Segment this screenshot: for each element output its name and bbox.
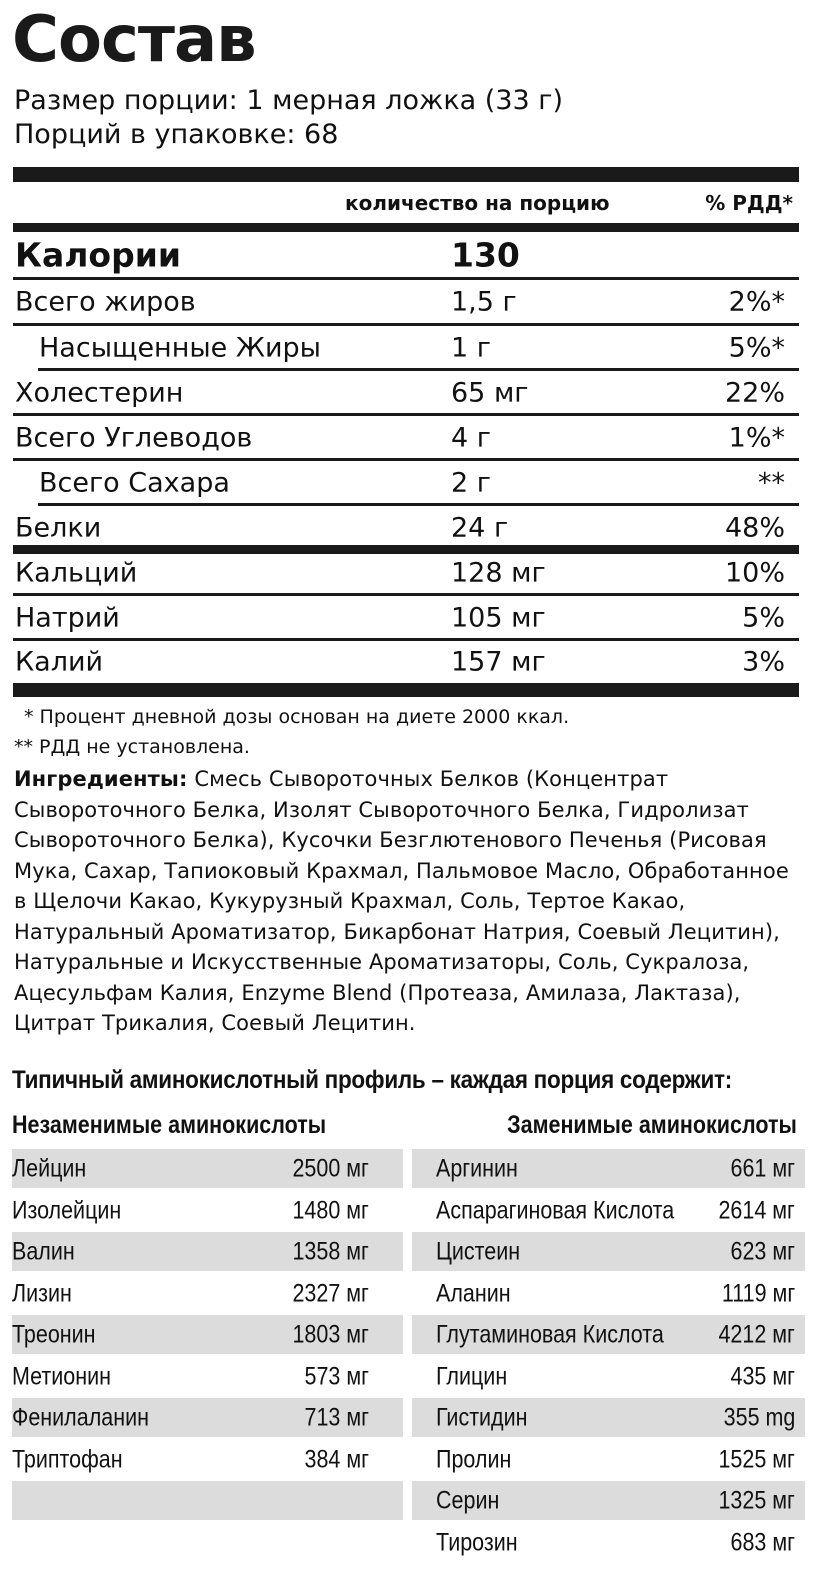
ingredients-label: Ингредиенты: — [14, 767, 188, 791]
essential-row — [12, 1481, 403, 1520]
nutrient-rdd: 1%* — [728, 422, 785, 453]
amino-amount: 4212 мг — [718, 1320, 795, 1348]
nutrient-rdd: ** — [758, 467, 785, 498]
essential-row — [12, 1440, 403, 1479]
amino-name: Метионин — [12, 1362, 111, 1390]
amino-name: Валин — [12, 1237, 75, 1265]
amino-name: Треонин — [12, 1320, 96, 1348]
nutrition-divider — [13, 545, 799, 554]
nutrient-name: Белки — [15, 512, 102, 543]
nutrient-name: Калий — [15, 646, 104, 677]
nutrient-amount: 1 г — [451, 332, 491, 363]
amino-amount: 1480 мг — [292, 1196, 369, 1224]
essential-row — [12, 1523, 403, 1562]
nonessential-row — [412, 1149, 805, 1188]
nutrition-row — [13, 325, 799, 370]
amino-amount: 683 мг — [730, 1528, 795, 1556]
servings-per-container: Порций в упаковке: 68 — [14, 119, 339, 150]
nutrition-divider — [13, 413, 799, 416]
nutrition-row — [13, 279, 799, 324]
nutrition-divider — [38, 503, 799, 506]
nutrient-amount: 105 мг — [451, 602, 546, 633]
nutrient-rdd: 2%* — [728, 286, 785, 317]
nutrition-row — [13, 640, 799, 683]
nutrition-row — [13, 595, 799, 640]
nutrient-amount: 4 г — [451, 422, 491, 453]
amino-amount: 2500 мг — [292, 1154, 369, 1182]
amino-amount: 1325 мг — [718, 1486, 795, 1514]
nutrition-bottom-bar — [13, 683, 799, 697]
nutrient-amount: 2 г — [451, 467, 491, 498]
amino-name: Аргинин — [436, 1154, 518, 1182]
amino-name: Изолейцин — [12, 1196, 122, 1224]
nonessential-row — [412, 1274, 805, 1313]
nutrition-divider — [13, 638, 799, 641]
nutrient-name: Калории — [15, 235, 181, 275]
essential-header: Незаменимые аминокислоты — [12, 1111, 327, 1139]
nonessential-row — [412, 1232, 805, 1271]
nutrition-row — [13, 415, 799, 460]
amino-name: Цистеин — [436, 1237, 521, 1265]
nutrient-rdd: 3% — [742, 646, 785, 677]
nutrition-top-bar — [13, 167, 799, 182]
nutrient-amount: 130 — [451, 235, 520, 275]
serving-size: Размер порции: 1 мерная ложка (33 г) — [14, 85, 563, 116]
nonessential-row — [412, 1357, 805, 1396]
nutrient-name: Холестерин — [15, 377, 184, 408]
nutrition-divider — [13, 277, 799, 280]
amino-name: Аспарагиновая Кислота — [436, 1196, 675, 1224]
amino-amount: 435 мг — [730, 1362, 795, 1390]
amino-amount: 2327 мг — [292, 1279, 369, 1307]
amino-name: Триптофан — [12, 1445, 123, 1473]
nutrient-rdd: 10% — [724, 557, 785, 588]
amino-name: Тирозин — [436, 1528, 518, 1556]
nutrient-name: Всего жиров — [15, 286, 196, 317]
page-title: Состав — [12, 3, 256, 77]
amino-name: Лизин — [12, 1279, 72, 1307]
nutrition-row — [13, 370, 799, 415]
amino-name: Пролин — [436, 1445, 512, 1473]
essential-row — [12, 1274, 403, 1313]
nutrient-rdd: 48% — [724, 512, 785, 543]
nutrient-name: Всего Сахара — [39, 467, 230, 498]
nutrition-row — [13, 550, 799, 595]
essential-row — [12, 1315, 403, 1354]
amino-amount: 2614 мг — [718, 1196, 795, 1224]
nutrition-header-amount: количество на порцию — [345, 191, 610, 215]
nutrition-divider — [13, 323, 799, 326]
nonessential-row — [412, 1398, 805, 1437]
essential-row — [12, 1232, 403, 1271]
essential-row — [12, 1398, 403, 1437]
amino-amount: 384 мг — [304, 1445, 369, 1473]
amino-name: Фенилаланин — [12, 1403, 149, 1431]
nonessential-row — [412, 1191, 805, 1230]
nonessential-row — [412, 1440, 805, 1479]
amino-amount: 623 мг — [730, 1237, 795, 1265]
nonessential-header: Заменимые аминокислоты — [507, 1111, 797, 1139]
amino-amount: 1525 мг — [718, 1445, 795, 1473]
nutrition-row — [13, 505, 799, 550]
essential-row — [12, 1149, 403, 1188]
amino-amount: 713 мг — [304, 1403, 369, 1431]
ingredients-block — [14, 764, 804, 1039]
amino-amount: 355 mg — [723, 1403, 795, 1431]
essential-row — [12, 1357, 403, 1396]
amino-name: Серин — [436, 1486, 500, 1514]
nutrient-rdd: 5%* — [728, 332, 785, 363]
amino-profile-title: Типичный аминокислотный профиль – каждая порция содержит: — [12, 1066, 732, 1094]
amino-name: Лейцин — [12, 1154, 87, 1182]
nutrient-amount: 157 мг — [451, 646, 546, 677]
nutrition-divider — [13, 458, 799, 461]
nutrient-amount: 65 мг — [451, 377, 529, 408]
nutrition-divider — [38, 368, 799, 371]
nonessential-row — [412, 1481, 805, 1520]
nutrient-amount: 1,5 г — [451, 286, 517, 317]
amino-amount: 1358 мг — [292, 1237, 369, 1265]
nonessential-row — [412, 1315, 805, 1354]
footnote-not-established: ** РДД не установлена. — [14, 736, 250, 758]
nutrition-row — [13, 460, 799, 505]
nutrition-header-pct: % РДД* — [705, 191, 793, 215]
essential-row — [12, 1191, 403, 1230]
nonessential-row — [412, 1523, 805, 1562]
nutrition-divider — [13, 593, 799, 596]
amino-amount: 573 мг — [304, 1362, 369, 1390]
nutrient-rdd: 5% — [742, 602, 785, 633]
nutrient-amount: 128 мг — [451, 557, 546, 588]
amino-amount: 1119 мг — [721, 1279, 795, 1307]
amino-amount: 661 мг — [730, 1154, 795, 1182]
nutrient-name: Кальций — [15, 557, 138, 588]
nutrient-name: Натрий — [15, 602, 120, 633]
amino-name: Глицин — [436, 1362, 508, 1390]
nutrition-row — [13, 232, 799, 278]
nutrient-name: Насыщенные Жиры — [39, 332, 321, 363]
nutrient-amount: 24 г — [451, 512, 509, 543]
nutrient-rdd: 22% — [724, 377, 785, 408]
nutrient-name: Всего Углеводов — [15, 422, 253, 453]
ingredients-text: Смесь Сывороточных Белков (Концентрат Сывороточного Белка, Изолят Сывороточного Белка, Гидролизат Сывороточного Белка), Кусочки Безглютенового Печенья (Рисовая Мука, Сахар, Тапиоковый Крахмал, Пальмовое Масло, Обработанное в Щелочи Какао, Кукурузный Крахмал, Соль, Тертое Какао, Натуральный Ароматизатор, Бикарбонат Натрия, Соевый Лецитин), Натуральные и Искусственные Ароматизаторы, Соль, Сукралоза, Ацесульфам Калия, Enzyme Blend (Протеаза, Амилаза, Лактаза), Цитрат Трикалия, Соевый Лецитин. — [14, 767, 789, 1035]
amino-name: Глутаминовая Кислота — [436, 1320, 664, 1348]
amino-name: Гистидин — [436, 1403, 528, 1431]
footnote-rdd: * Процент дневной дозы основан на диете 2000 ккал. — [24, 706, 570, 728]
amino-name: Аланин — [436, 1279, 511, 1307]
nutrition-header-bar — [13, 223, 799, 232]
amino-amount: 1803 мг — [292, 1320, 369, 1348]
